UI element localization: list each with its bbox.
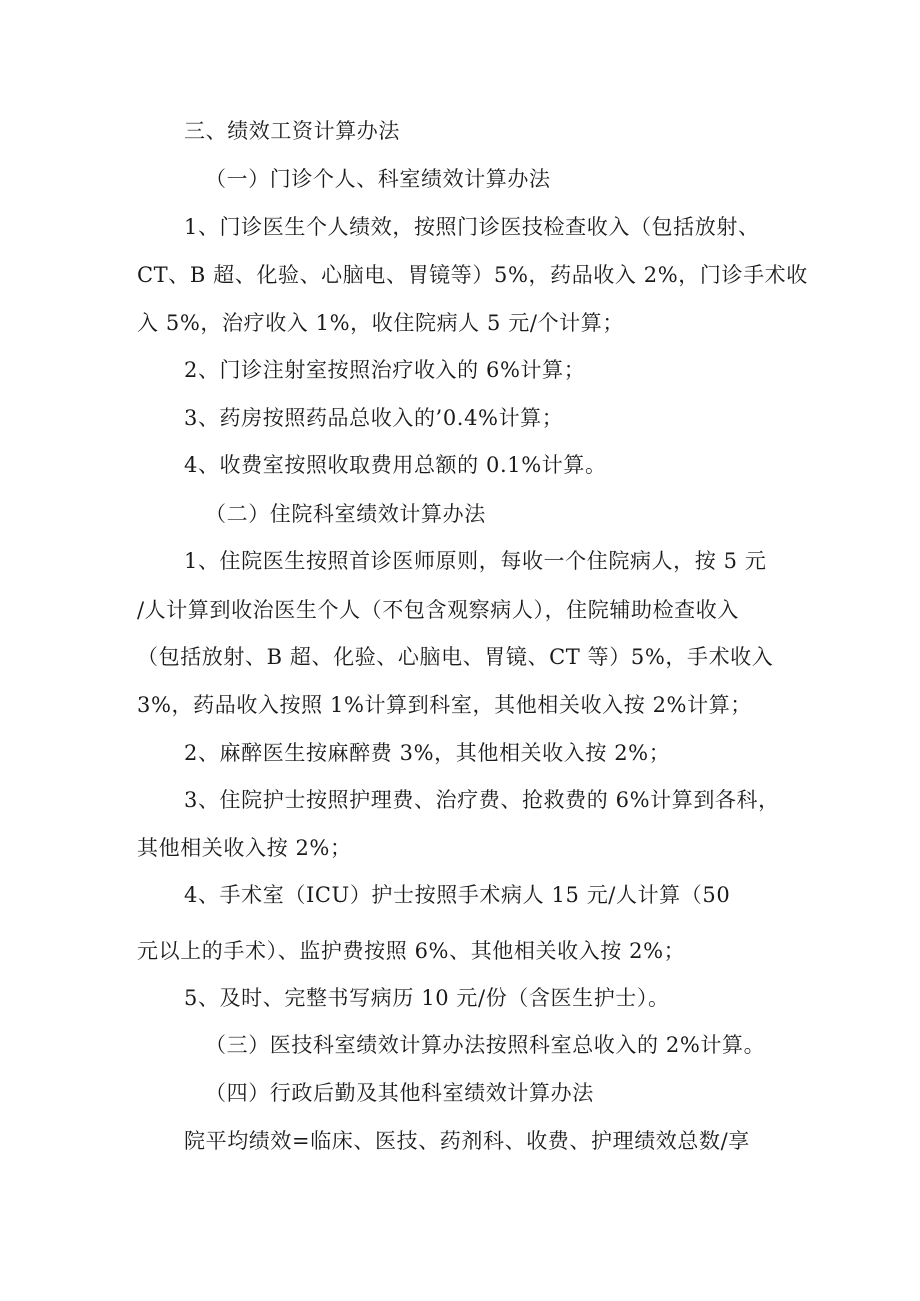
paragraph-line: 1、住院医生按照首诊医师原则，每收一个住院病人，按 5 元 [184, 549, 767, 573]
paragraph-line: 5、及时、完整书写病历 10 元/份（含医生护士）。 [184, 986, 670, 1010]
subsection-heading: （二）住院科室绩效计算办法 [205, 502, 486, 526]
paragraph-line: 1、门诊医生个人绩效，按照门诊医技检查收入（包括放射、 [184, 215, 760, 239]
subsection-heading: （四）行政后勤及其他科室绩效计算办法 [205, 1081, 594, 1105]
paragraph-line: 3%，药品收入按照 1%计算到科室，其他相关收入按 2%计算； [137, 693, 752, 717]
paragraph-line: 4、收费室按照收取费用总额的 0.1%计算。 [184, 453, 607, 477]
subsection-heading: （三）医技科室绩效计算办法按照科室总收入的 2%计算。 [205, 1033, 766, 1057]
paragraph-line: 院平均绩效=临床、医技、药剂科、收费、护理绩效总数/享 [184, 1129, 750, 1153]
paragraph-line: CT、B 超、化验、心脑电、胃镜等）5%，药品收入 2%，门诊手术收 [137, 263, 808, 287]
paragraph-line: 3、药房按照药品总收入的’0.4%计算； [184, 406, 564, 430]
paragraph-line: 4、手术室（ICU）护士按照手术病人 15 元/人计算（50 [184, 883, 731, 907]
paragraph-line: 2、麻醉医生按麻醉费 3%，其他相关收入按 2%； [184, 741, 671, 765]
paragraph-line: 3、住院护士按照护理费、治疗费、抢救费的 6%计算到各科， [184, 788, 780, 812]
paragraph-line: （包括放射、B 超、化验、心脑电、胃镜、CT 等）5%，手术收入 [137, 645, 774, 669]
paragraph-line: /人计算到收治医生个人（不包含观察病人），住院辅助检查收入 [137, 598, 739, 622]
section-heading: 三、绩效工资计算办法 [184, 119, 400, 143]
paragraph-line: 2、门诊注射室按照治疗收入的 6%计算； [184, 358, 586, 382]
paragraph-line: 元以上的手术）、监护费按照 6%、其他相关收入按 2%； [137, 939, 686, 963]
paragraph-line: 入 5%，治疗收入 1%，收住院病人 5 元/个计算； [137, 311, 624, 335]
subsection-heading: （一）门诊个人、科室绩效计算办法 [205, 167, 551, 191]
paragraph-line: 其他相关收入按 2%； [137, 836, 352, 860]
